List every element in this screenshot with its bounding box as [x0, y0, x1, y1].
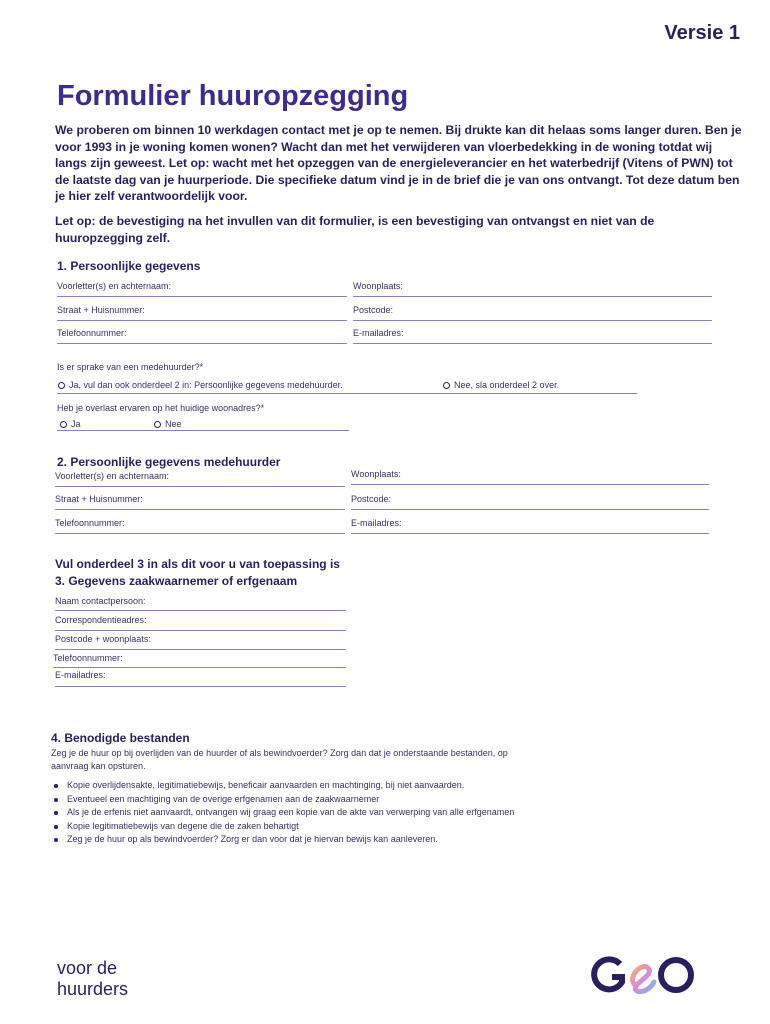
- intro-text: We proberen om binnen 10 werkdagen contact met je op te nemen. Bij drukte kan dit helaas soms langer duren. Ben je voor 1993 in je woning komen wonen? Wacht dan met het verwijderen van vloerbedekking in de woning totdat wij langs zijn geweest. Let op: wacht met het opzeggen van de energieleverancier en het waterbedrijf (Vitens of PWN) tot de laatste dag van je huurperiode. Die specifieke datum vind je in de brief die je van ons ontvangt. Tot deze datum ben je hier zelf verantwoordelijk voor.: [55, 123, 742, 204]
- note-text: Let op: de bevestiging na het invullen van dit formulier, is een bevestiging van ontvangst en niet van de huuropzegging zelf.: [55, 214, 655, 245]
- cotenant-phone-label: Telefoonnummer:: [55, 518, 125, 528]
- agent-phone-field-label: Telefoonnummer:: [53, 653, 123, 663]
- page-title: Formulier huuropzegging: [57, 80, 409, 112]
- radio-icon: [154, 421, 161, 428]
- cotenant-email-field[interactable]: [351, 518, 709, 534]
- slogan-line1: voor de: [57, 958, 118, 978]
- agent-email-field-label: E-mailadres:: [55, 670, 106, 680]
- radio-nuisance-yes-label: Ja: [71, 419, 81, 429]
- name-field-label: Voorletter(s) en achternaam:: [57, 281, 172, 291]
- slogan: [57, 958, 128, 1000]
- postcode-city-field-label: Postcode + woonplaats:: [55, 634, 151, 644]
- street-field[interactable]: [57, 305, 347, 321]
- list-item-text: Als je de erfenis niet aanvaardt, ontvangen wij graag een kopie van de akte van verwerping van alle erfgenamen: [67, 807, 515, 818]
- cotenant-street-label: Straat + Huisnummer:: [55, 494, 143, 504]
- section3-pretitle: Vul onderdeel 3 in als dit voor u van toepassing is: [55, 557, 340, 571]
- list-item: [52, 820, 752, 834]
- postcode-city-field[interactable]: [55, 634, 346, 650]
- bullet-icon: [54, 784, 58, 788]
- bullet-icon: [54, 811, 58, 815]
- go-logo: [590, 950, 700, 1000]
- contact-field[interactable]: [55, 596, 346, 611]
- list-item: [52, 833, 752, 847]
- divider: [57, 430, 349, 431]
- radio-icon: [60, 421, 67, 428]
- cotenant-postcode-field[interactable]: [351, 494, 709, 510]
- radio-nuisance-no-label: Nee: [165, 419, 182, 429]
- bullet-icon: [54, 838, 58, 842]
- agent-email-field[interactable]: [55, 670, 346, 687]
- email-field[interactable]: [353, 328, 712, 344]
- bullet-icon: [54, 825, 58, 829]
- postcode-field-label: Postcode:: [353, 305, 394, 315]
- address-field[interactable]: [55, 615, 346, 631]
- radio-cotenant-yes-label: Ja, vul dan ook onderdeel 2 in: Persoonlijke gegevens medehuurder.: [69, 380, 343, 390]
- phone-field-label: Telefoonnummer:: [57, 328, 127, 338]
- cotenant-name-label: Voorletter(s) en achternaam:: [55, 471, 170, 481]
- address-field-label: Correspondentieadres:: [55, 615, 147, 625]
- list-item-text: Kopie legitimatiebewijs van degene die de zaken behartigt: [67, 820, 299, 831]
- cotenant-postcode-label: Postcode:: [351, 494, 392, 504]
- name-field[interactable]: [57, 281, 347, 297]
- go-logo-graphic: [590, 950, 700, 1000]
- radio-nuisance-yes[interactable]: [60, 419, 81, 429]
- list-item-text: Zeg je de huur op als bewindvoerder? Zorg er dan voor dat je hiervan bewijs kan aanleveren.: [67, 834, 438, 845]
- contact-field-label: Naam contactpersoon:: [55, 596, 146, 606]
- question-cotenant: Is er sprake van een medehuurder?*: [57, 362, 204, 372]
- slogan-line2: huurders: [57, 979, 129, 999]
- radio-cotenant-no-label: Nee, sla onderdeel 2 over.: [454, 380, 560, 390]
- list-item: [52, 793, 752, 807]
- list-item-text: Eventueel een machtiging van de overige erfgenamen aan de zaakwaarnemer: [67, 793, 380, 804]
- section2-title: 2. Persoonlijke gegevens medehuurder: [57, 455, 281, 469]
- radio-nuisance-no[interactable]: [154, 419, 182, 429]
- divider: [57, 393, 637, 394]
- section4-text: Zeg je de huur op bij overlijden van de huurder of als bewindvoerder? Zorg dan dat je onderstaande bestanden, op aanvraag kan opsturen.: [51, 748, 508, 771]
- section3-title: 3. Gegevens zaakwaarnemer of erfgenaam: [55, 574, 298, 588]
- radio-cotenant-yes[interactable]: [58, 380, 343, 390]
- cotenant-email-label: E-mailadres:: [351, 518, 402, 528]
- section1-title: 1. Persoonlijke gegevens: [57, 259, 201, 273]
- cotenant-phone-field[interactable]: [55, 518, 345, 534]
- cotenant-street-field[interactable]: [55, 494, 345, 510]
- list-item: [52, 779, 752, 793]
- agent-phone-field[interactable]: [53, 653, 346, 668]
- cotenant-city-field[interactable]: [351, 469, 709, 485]
- bullet-icon: [54, 798, 58, 802]
- list-item-text: Kopie overlijdensakte, legitimatiebewijs, beneficair aanvaarden en machtinging, bij niet aanvaarden.: [67, 780, 465, 790]
- phone-field[interactable]: [57, 328, 347, 344]
- postcode-field[interactable]: [353, 305, 712, 321]
- radio-icon: [443, 382, 450, 389]
- required-files-list: [52, 779, 752, 847]
- radio-icon: [58, 382, 65, 389]
- city-field[interactable]: [353, 281, 712, 297]
- email-field-label: E-mailadres:: [353, 328, 404, 338]
- cotenant-name-field[interactable]: [55, 471, 345, 487]
- city-field-label: Woonplaats:: [353, 281, 403, 291]
- question-nuisance: Heb je overlast ervaren op het huidige woonadres?*: [57, 403, 265, 413]
- cotenant-city-label: Woonplaats:: [351, 469, 401, 479]
- radio-cotenant-no[interactable]: [443, 380, 559, 390]
- street-field-label: Straat + Huisnummer:: [57, 305, 145, 315]
- section4-title: 4. Benodigde bestanden: [51, 731, 190, 745]
- version-label: Versie 1: [664, 22, 740, 44]
- list-item: [52, 806, 752, 820]
